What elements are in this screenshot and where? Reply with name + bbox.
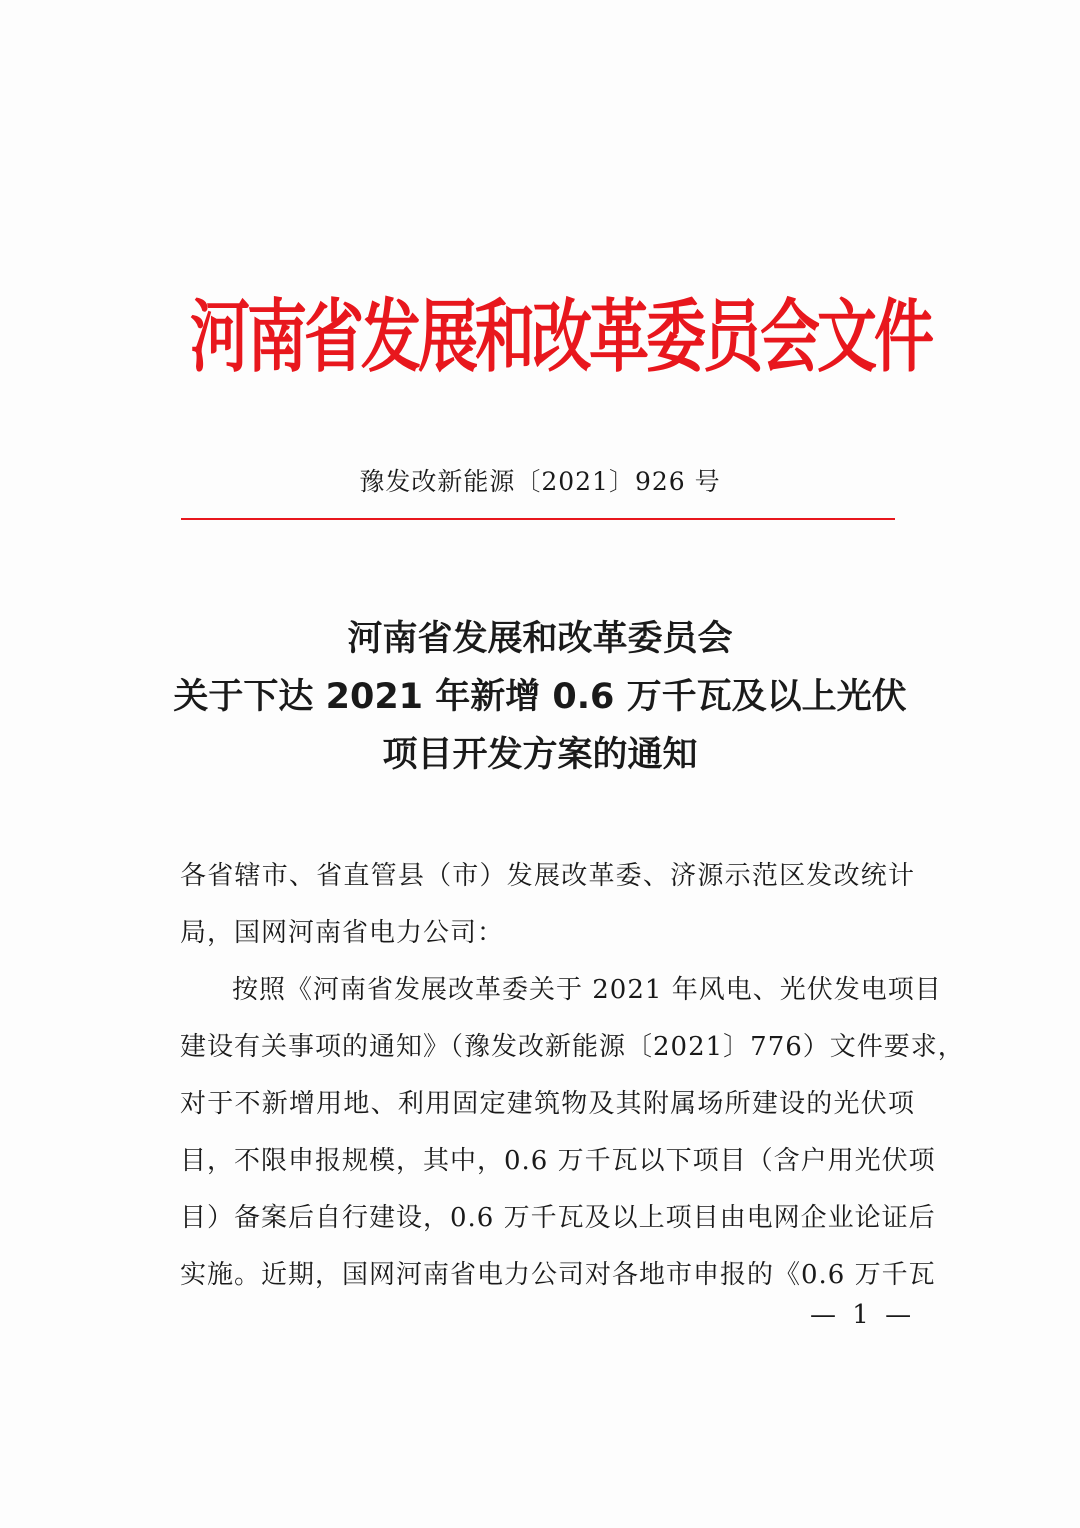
addressee-line-1: 各省辖市、省直管县（市）发展改革委、济源示范区发改统计	[180, 861, 915, 891]
notice-title	[0, 610, 1080, 784]
paragraph-1-line-6: 实施。近期，国网河南省电力公司对各地市申报的《0.6 万千瓦	[180, 1260, 936, 1290]
paragraph-1-line-1: 按照《河南省发展改革委关于 2021 年风电、光伏发电项目	[232, 975, 942, 1005]
page-number: — 1 —	[810, 1300, 916, 1330]
paragraph-1-line-5: 目）备案后自行建设，0.6 万千瓦及以上项目由电网企业论证后	[180, 1203, 936, 1233]
paragraph-1-line-4: 目，不限申报规模，其中，0.6 万千瓦以下项目（含户用光伏项	[180, 1146, 936, 1176]
red-divider-line	[181, 518, 895, 520]
addressee-line-2: 局，国网河南省电力公司：	[180, 918, 505, 948]
paragraph-1-line-2: 建设有关事项的通知》（豫发改新能源〔2021〕776）文件要求，	[180, 1032, 965, 1062]
notice-body	[180, 848, 965, 1304]
notice-title-line-1: 河南省发展和改革委员会	[347, 619, 733, 659]
notice-title-line-2: 关于下达 2021 年新增 0.6 万千瓦及以上光伏	[173, 677, 907, 717]
document-header-title: 河南省发展和改革委员会文件	[190, 291, 931, 384]
document-number: 豫发改新能源〔2021〕926 号	[359, 467, 721, 496]
paragraph-1-line-3: 对于不新增用地、利用固定建筑物及其附属场所建设的光伏项	[180, 1089, 915, 1119]
notice-title-line-3: 项目开发方案的通知	[382, 735, 698, 775]
